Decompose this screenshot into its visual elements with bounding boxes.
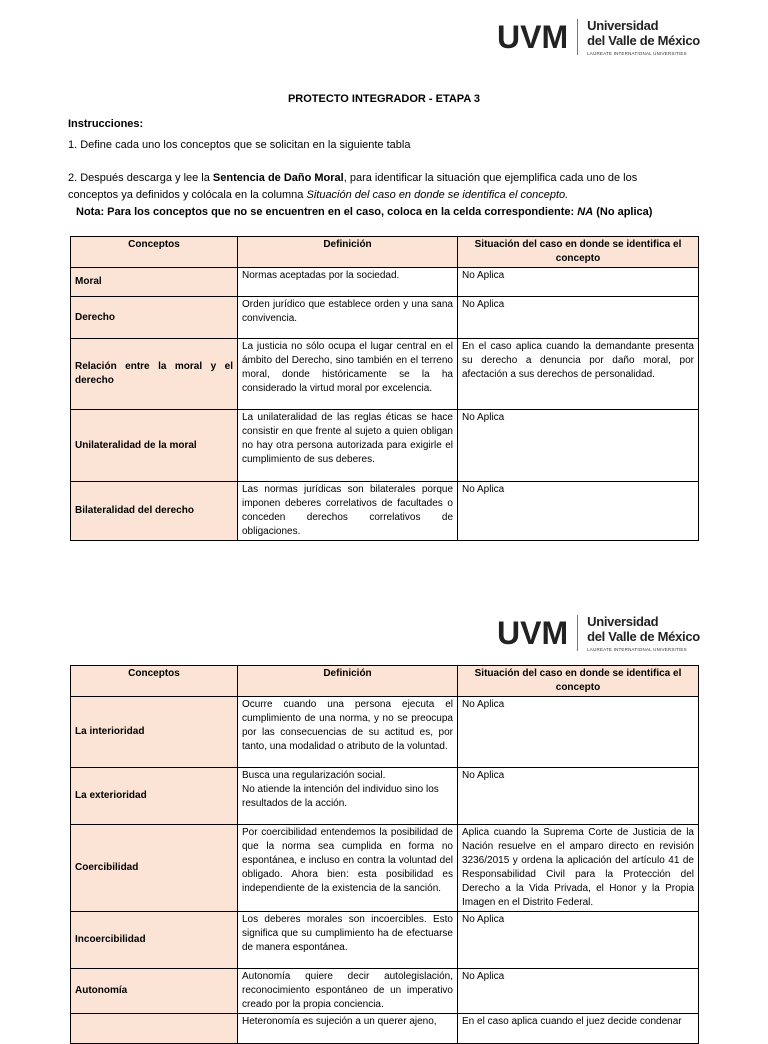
logo-line1: Universidad xyxy=(587,614,659,629)
definition-cell: Los deberes morales son incoercibles. Esto significa que su cumplimiento ha de efectuarse de manera espontánea. xyxy=(238,912,458,969)
page-title: PROTECTO INTEGRADOR - ETAPA 3 xyxy=(287,93,481,105)
table-header-row xyxy=(71,237,699,268)
concept-cell: Autonomía xyxy=(71,969,238,1014)
step2-part-a: 2. Después descarga y lee la xyxy=(68,172,213,184)
uvm-logo-page2 xyxy=(497,614,700,652)
table-row xyxy=(71,339,699,410)
table-row xyxy=(71,297,699,339)
concept-cell: Bilateralidad del derecho xyxy=(71,482,238,541)
note-part-a: Nota: Para los conceptos que no se encuentren en el caso, coloca en la celda correspondiente: xyxy=(76,206,578,218)
header-concepts: Conceptos xyxy=(71,666,238,697)
situation-cell: En el caso aplica cuando el juez decide condenar xyxy=(458,1014,699,1044)
instruction-step2 xyxy=(68,170,708,204)
situation-cell: No Aplica xyxy=(458,297,699,339)
note-na: NA xyxy=(577,206,594,218)
logo-text xyxy=(587,614,700,652)
definition-cell: Ocurre cuando una persona ejecuta el cumplimiento de una norma, y no se preocupa por las consecuencias de su actitud es, por tanto, una modalidad o atributo de la voluntad. xyxy=(238,697,458,768)
header-definition: Definición xyxy=(238,666,458,697)
concept-cell: Moral xyxy=(71,268,238,297)
logo-line2: del Valle de México xyxy=(587,629,700,644)
table-header-row xyxy=(71,666,699,697)
concept-cell xyxy=(71,1014,238,1044)
step2-bold: Sentencia de Daño Moral xyxy=(212,172,344,184)
definition-cell: La unilateralidad de las reglas éticas se hace consistir en que frente al sujeto a quien obligan no hay otra persona autorizada para exigirle el cumplimiento de sus deberes. xyxy=(238,410,458,482)
definition-cell xyxy=(238,768,458,825)
table-row xyxy=(71,410,699,482)
concepts-table-1 xyxy=(70,236,699,541)
table-row xyxy=(71,1014,699,1044)
concept-cell: Unilateralidad de la moral xyxy=(71,410,238,482)
concept-cell: Derecho xyxy=(71,297,238,339)
concept-cell: La interioridad xyxy=(71,697,238,768)
definition-cell: Normas aceptadas por la sociedad. xyxy=(238,268,458,297)
logo-mark: UVM xyxy=(497,19,569,55)
instruction-note xyxy=(76,204,716,221)
header-definition: Definición xyxy=(238,237,458,268)
logo-line2: del Valle de México xyxy=(587,33,700,48)
logo-divider xyxy=(577,615,578,651)
definition-line: No atiende la intención del individuo sino los resultados de la acción. xyxy=(242,784,439,809)
concept-cell: La exterioridad xyxy=(71,768,238,825)
table-row xyxy=(71,768,699,825)
definition-cell: Heteronomía es sujeción a un querer ajeno, xyxy=(238,1014,458,1044)
instructions-heading: Instrucciones: xyxy=(68,118,144,130)
situation-cell: Aplica cuando la Suprema Corte de Justicia de la Nación resuelve en el amparo directo en revisión 3236/2015 y ordena la aplicación del artículo 41 de Responsabilidad Civil para la Protección del Derecho a la Vida Privada, el Honor y la Propia Imagen en el Distrito Federal. xyxy=(458,825,699,912)
logo-line3: LAUREATE INTERNATIONAL UNIVERSITIES xyxy=(587,647,687,652)
concept-cell: Incoercibilidad xyxy=(71,912,238,969)
concept-cell: Coercibilidad xyxy=(71,825,238,912)
concept-cell: Relación entre la moral y el derecho xyxy=(71,339,238,410)
table-row xyxy=(71,268,699,297)
definition-cell: Las normas jurídicas son bilaterales porque imponen deberes correlativos de facultades o conceden derechos correlativos de obligaciones. xyxy=(238,482,458,541)
header-situation: Situación del caso en donde se identifica el concepto xyxy=(458,237,699,268)
situation-cell: No Aplica xyxy=(458,410,699,482)
logo-mark: UVM xyxy=(497,615,569,651)
situation-cell: No Aplica xyxy=(458,482,699,541)
situation-cell: No Aplica xyxy=(458,969,699,1014)
note-part-b: (No aplica) xyxy=(593,206,653,218)
header-situation: Situación del caso en donde se identifica el concepto xyxy=(458,666,699,697)
table-row xyxy=(71,969,699,1014)
step2-italic: Situación del caso en donde se identifica el concepto. xyxy=(306,189,569,201)
definition-line: Busca una regularización social. xyxy=(242,770,386,781)
definition-cell: Por coercibilidad entendemos la posibilidad de que la norma sea cumplida en forma no espontánea, e incluso en contra la voluntad del obligado. Ahora bien: esta posibilidad es independiente de la existencia de la sanción. xyxy=(238,825,458,912)
situation-cell: No Aplica xyxy=(458,912,699,969)
uvm-logo-top xyxy=(497,18,700,56)
situation-cell: No Aplica xyxy=(458,697,699,768)
concepts-table-2 xyxy=(70,665,699,1044)
situation-cell: No Aplica xyxy=(458,768,699,825)
logo-line1: Universidad xyxy=(587,18,659,33)
definition-cell: La justicia no sólo ocupa el lugar central en el ámbito del Derecho, sino también en el terreno moral, donde históricamente se la ha considerado la virtud moral por excelencia. xyxy=(238,339,458,410)
instruction-step1: 1. Define cada uno los conceptos que se solicitan en la siguiente tabla xyxy=(68,139,411,151)
table-row xyxy=(71,482,699,541)
logo-text xyxy=(587,18,700,56)
logo-divider xyxy=(577,19,578,55)
table-row xyxy=(71,825,699,912)
table-row xyxy=(71,697,699,768)
step2-part-b: , para identificar la situación que ejemplifica cada uno de los xyxy=(343,172,638,184)
header-concepts: Conceptos xyxy=(71,237,238,268)
logo-line3: LAUREATE INTERNATIONAL UNIVERSITIES xyxy=(587,51,687,56)
situation-cell: En el caso aplica cuando la demandante presenta su derecho a denuncia por daño moral, por afectación a sus derechos de personalidad. xyxy=(458,339,699,410)
table-row xyxy=(71,912,699,969)
step2-part-c: conceptos ya definidos y colócala en la columna xyxy=(68,189,307,201)
definition-cell: Orden jurídico que establece orden y una sana convivencia. xyxy=(238,297,458,339)
situation-cell: No Aplica xyxy=(458,268,699,297)
definition-cell: Autonomía quiere decir autolegislación, reconocimiento espontáneo de un imperativo creado por la propia conciencia. xyxy=(238,969,458,1014)
